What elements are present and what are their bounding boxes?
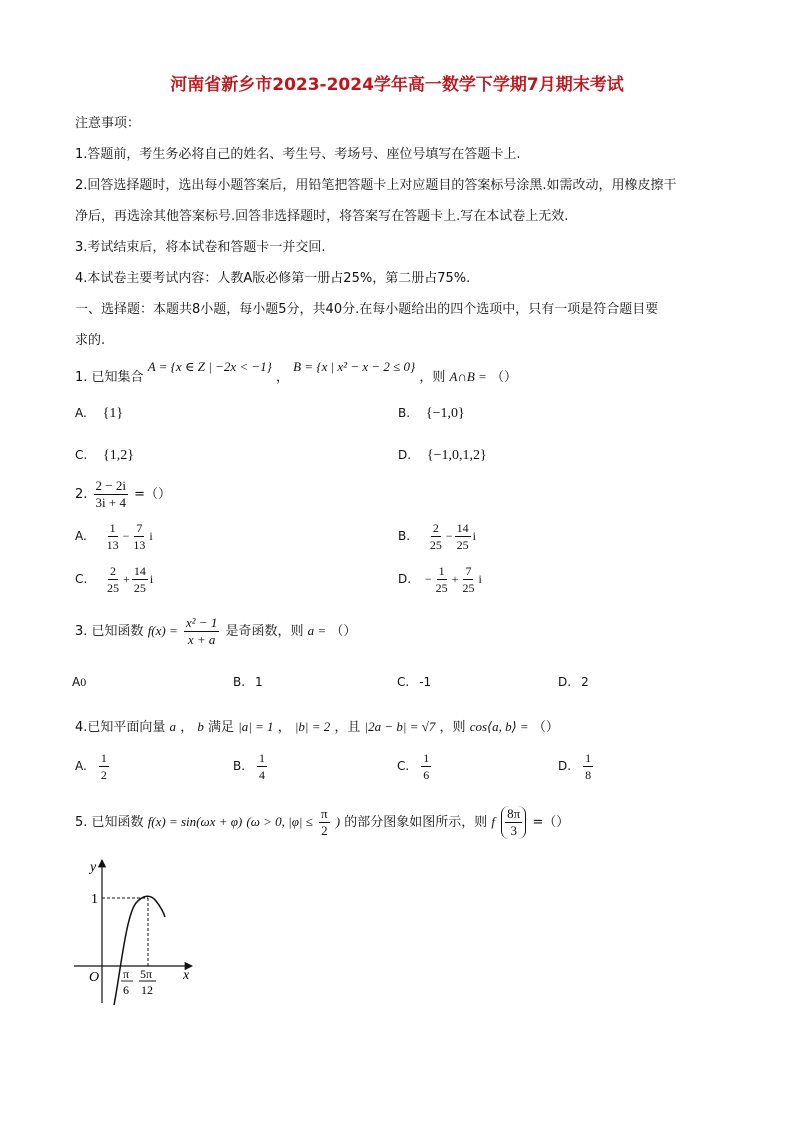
fraction — [460, 563, 476, 596]
operator: − — [122, 529, 130, 543]
function-graph — [70, 855, 200, 1005]
separator: ， — [180, 720, 194, 735]
section-heading: 一、选择题：本题共8小题，每小题5分，共40分.在每小题给出的四个选项中，只有一项是符合题目要 — [75, 302, 659, 317]
option-value: {−1,0,1,2} — [426, 448, 487, 463]
page-title: 河南省新乡市2023-2024学年高一数学下学期7月期末考试 — [170, 75, 624, 95]
denominator: 2 — [100, 768, 107, 782]
x-tick-numerator: π — [123, 967, 130, 981]
separator: ， — [277, 720, 291, 735]
option-label: C. — [75, 572, 88, 586]
option-label: A. — [75, 759, 87, 773]
section-heading-cont: 求的. — [75, 333, 106, 348]
denominator: 13 — [106, 538, 119, 552]
q1-comma: ， — [276, 370, 290, 385]
denominator: 4 — [259, 768, 266, 782]
fraction — [132, 563, 148, 596]
sine-curve — [114, 896, 165, 1005]
option-value: {−1,0} — [425, 406, 465, 421]
imaginary-unit: i — [472, 529, 476, 543]
numerator: 2 — [432, 521, 439, 535]
option-label: A — [72, 675, 81, 689]
q2-fraction — [94, 478, 128, 511]
denominator: 3 — [510, 823, 517, 838]
x-axis-label: x — [183, 968, 190, 983]
option-value: {1} — [102, 406, 124, 421]
denominator: 13 — [133, 538, 146, 552]
q1-option-d — [398, 448, 487, 464]
q3-option-b — [233, 675, 263, 689]
q4-then: ，则 — [439, 720, 466, 735]
option-label: B. — [233, 675, 246, 689]
option-label: B. — [398, 406, 411, 420]
option-value: 1 — [255, 675, 263, 689]
y-tick-one: 1 — [91, 892, 98, 907]
numerator: 14 — [133, 564, 146, 578]
note-item: 3.考试结束后，将本试卷和答题卡一并交回. — [75, 240, 326, 255]
note-item: 1.答题前，考生务必将自己的姓名、考生号、考场号、座位号填写在答题卡上. — [75, 147, 521, 162]
q2-numerator: 2 − 2i — [95, 478, 126, 493]
fraction — [131, 520, 147, 553]
origin-label: O — [89, 970, 100, 985]
numerator: 1 — [423, 751, 430, 765]
q3-condition: 是奇函数，则 — [225, 624, 304, 639]
denominator: 25 — [133, 581, 146, 595]
fraction — [99, 750, 109, 783]
q3-paren: （） — [330, 624, 357, 639]
q3-fraction — [184, 615, 219, 648]
option-value: -1 — [419, 675, 432, 689]
q3-option-a — [72, 675, 86, 690]
option-label: C. — [75, 448, 88, 462]
option-label: B. — [398, 529, 411, 543]
q4-condition: 满足 — [207, 720, 234, 735]
note-item: 4.本试卷主要考试内容：人教A版必修第一册占25%，第二册占75%. — [75, 271, 471, 286]
denominator: 25 — [462, 581, 475, 595]
q2-option-a — [75, 520, 153, 553]
fraction — [105, 563, 121, 596]
y-axis-label: y — [90, 860, 97, 875]
q2-suffix: =（） — [134, 487, 172, 502]
q1-prefix: 1. 已知集合 — [75, 370, 144, 385]
numerator: 7 — [465, 564, 472, 578]
q3-function: f(x) = — [147, 623, 178, 638]
numerator: 1 — [585, 751, 592, 765]
q1-then: ，则 — [419, 370, 446, 385]
x-tick-denominator: 12 — [141, 983, 153, 997]
denominator: 6 — [423, 768, 430, 782]
numerator: 7 — [136, 521, 143, 535]
fraction — [434, 563, 450, 596]
question-4 — [75, 716, 559, 735]
numerator: 2 — [110, 564, 117, 578]
fraction — [105, 520, 121, 553]
numerator: 8π — [507, 806, 521, 821]
fraction — [583, 750, 593, 783]
option-label: D. — [558, 675, 572, 689]
option-label: C. — [397, 759, 410, 773]
q5-paren: =（） — [532, 815, 570, 830]
q4-option-c — [397, 750, 433, 783]
option-label: A. — [75, 406, 87, 420]
q4-and: ，且 — [334, 720, 361, 735]
question-3 — [75, 615, 356, 648]
note-item: 净后，再选涂其他答案标号.回答非选择题时，将答案写在答题卡上.写在本试卷上无效. — [75, 209, 569, 224]
imaginary-unit: i — [149, 572, 154, 586]
q5-condition-end: ) — [335, 814, 341, 829]
q5-function: f(x) = sin(ωx + φ) — [147, 814, 243, 829]
q4-option-b — [233, 750, 269, 783]
q4-prefix: 4.已知平面向量 — [75, 720, 166, 735]
option-label: B. — [233, 759, 246, 773]
q5-ask: f — [491, 814, 496, 829]
q3-prefix: 3. 已知函数 — [75, 624, 144, 639]
q1-option-c — [75, 448, 134, 464]
fraction — [455, 520, 471, 553]
q2-prefix: 2. — [75, 487, 88, 502]
vector-a: a — [169, 719, 177, 734]
q1-option-b — [398, 406, 465, 422]
norm-b: |b| = 2 — [294, 719, 331, 734]
operator: + — [451, 572, 459, 586]
q1-paren: （） — [490, 370, 517, 385]
question-5 — [75, 806, 569, 839]
q3-option-c — [397, 675, 431, 689]
q2-denominator: 3i + 4 — [95, 495, 126, 510]
vector-b: b — [197, 719, 204, 734]
question-1 — [75, 359, 517, 385]
option-label: D. — [398, 448, 412, 462]
denominator: 25 — [429, 538, 442, 552]
q3-numerator: x² − 1 — [185, 615, 218, 630]
numerator: 14 — [456, 521, 469, 535]
fraction — [501, 806, 526, 839]
denominator: 25 — [456, 538, 469, 552]
q5-text: 的部分图象如图所示，则 — [344, 815, 488, 830]
numerator: 1 — [100, 751, 107, 765]
denominator: 2 — [321, 823, 328, 838]
question-2 — [75, 478, 171, 511]
q1-expr: A∩B = — [449, 369, 487, 384]
x-tick-numerator: 5π — [140, 967, 153, 981]
q1-set-b: B = {x | x² − x − 2 ≤ 0} — [293, 359, 416, 374]
q5-prefix: 5. 已知函数 — [75, 815, 144, 830]
imaginary-unit: i — [478, 572, 482, 586]
operator: + — [123, 572, 130, 586]
option-label: C. — [397, 675, 410, 689]
q1-set-a: A = {x ∈ Z | −2x < −1} — [147, 359, 272, 374]
q3-variable: a = — [307, 623, 327, 638]
option-value: 2 — [581, 675, 589, 689]
q1-option-a — [75, 406, 123, 422]
fraction — [428, 520, 444, 553]
option-label: D. — [398, 572, 412, 586]
norm-a: |a| = 1 — [238, 719, 274, 734]
q2-option-c — [75, 563, 153, 596]
note-item: 2.回答选择题时，选出每小题答案后，用铅笔把答题卡上对应题目的答案标号涂黑.如需改动，用橡皮擦干 — [75, 178, 677, 193]
cos-angle: cos⟨a, b⟩ = — [469, 719, 529, 734]
q3-option-d — [558, 675, 589, 689]
fraction — [421, 750, 431, 783]
numerator: 1 — [438, 564, 445, 578]
x-tick-denominator: 6 — [123, 983, 129, 997]
numerator: 1 — [259, 751, 266, 765]
option-label: D. — [558, 759, 572, 773]
sign: − — [424, 572, 432, 586]
numerator: π — [321, 806, 328, 821]
norm-combo: |2a − b| = √7 — [364, 719, 436, 734]
option-value: 0 — [80, 675, 87, 689]
fraction — [319, 806, 330, 839]
q4-option-a — [75, 750, 111, 783]
denominator: 8 — [585, 768, 592, 782]
notes-heading: 注意事项： — [75, 116, 141, 131]
denominator: 25 — [107, 581, 120, 595]
imaginary-unit: i — [149, 529, 153, 543]
denominator: 25 — [435, 581, 448, 595]
option-label: A. — [75, 529, 87, 543]
q5-condition: (ω > 0, |φ| ≤ — [246, 814, 313, 829]
q2-option-d — [398, 563, 482, 596]
q4-paren: （） — [532, 720, 559, 735]
numerator: 1 — [109, 521, 116, 535]
q2-option-b — [398, 520, 476, 553]
option-value: {1,2} — [103, 448, 134, 463]
q3-denominator: x + a — [187, 632, 216, 647]
operator: − — [445, 529, 453, 543]
q4-option-d — [558, 750, 595, 783]
fraction — [257, 750, 267, 783]
